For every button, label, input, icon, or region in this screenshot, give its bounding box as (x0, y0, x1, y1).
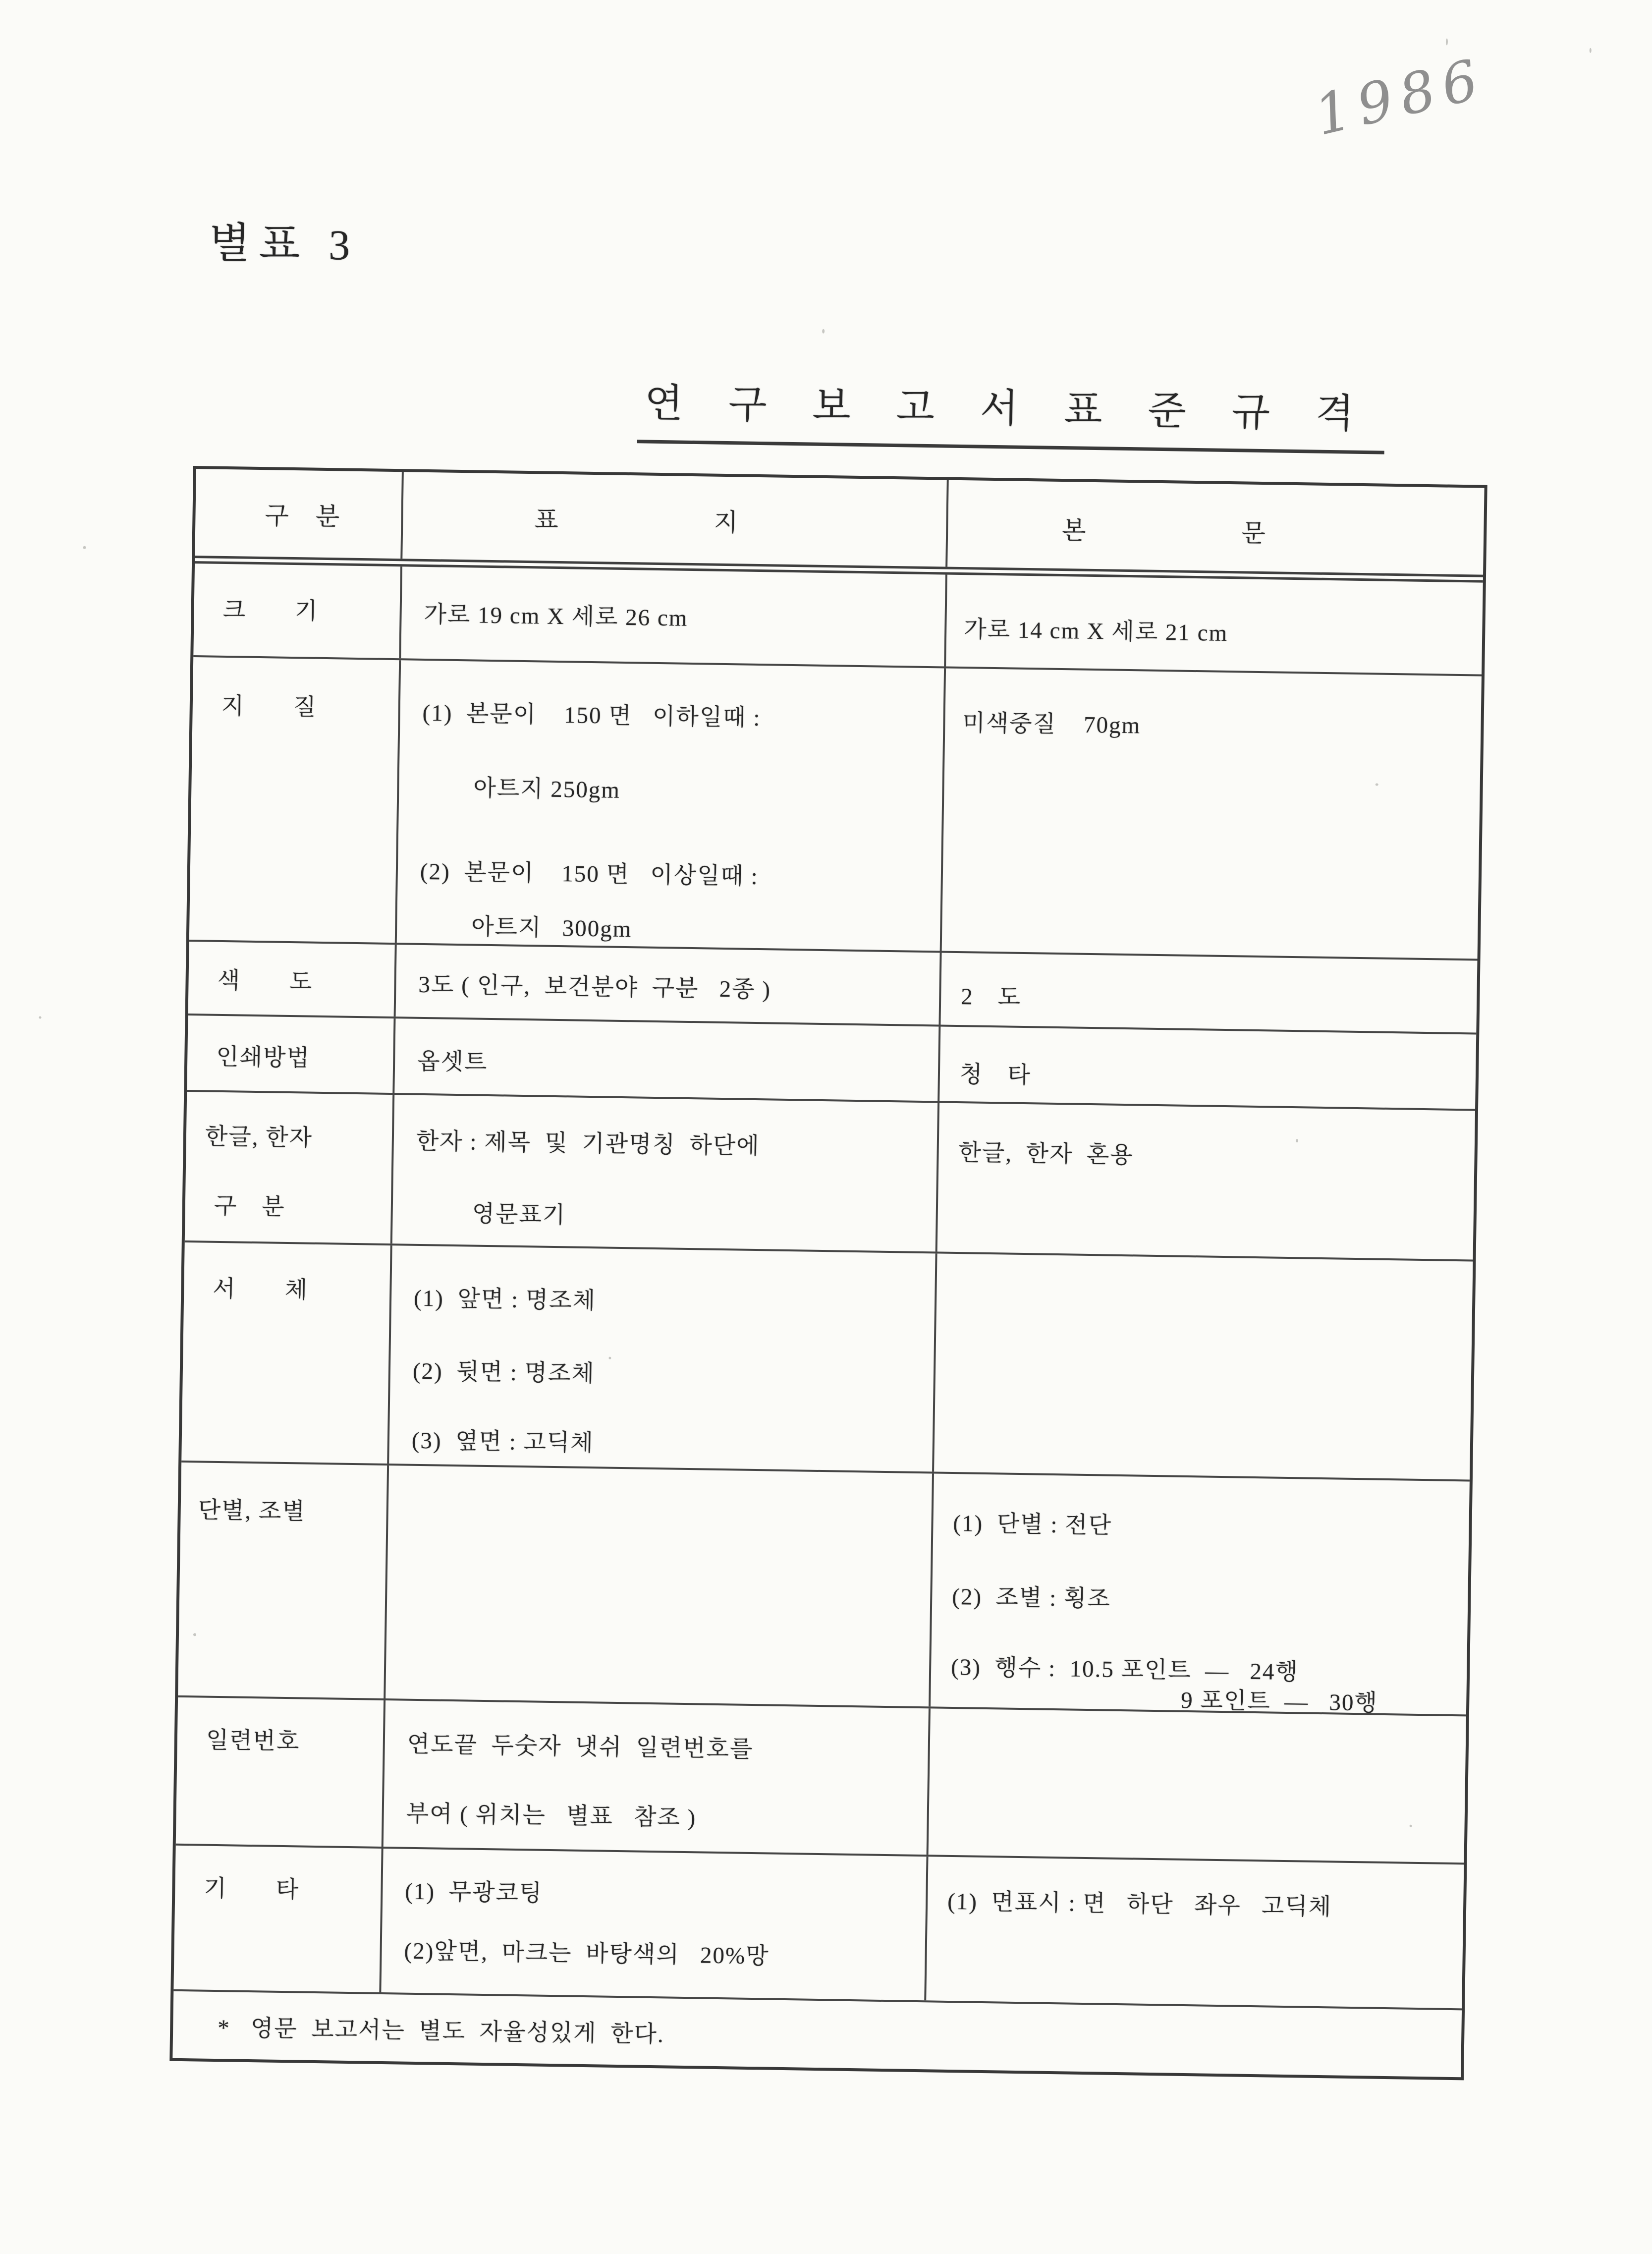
serial-label-cell (176, 1697, 384, 1847)
serial-body-cell (927, 1708, 1466, 1862)
noise-speck (1590, 48, 1592, 53)
footnote-text: * 영문 보고서는 별도 자율성있게 한다. (217, 2015, 665, 2048)
size-label-cell (193, 564, 400, 658)
table-row-script (185, 1090, 1475, 1260)
typeface-cover-line: (1) 앞면 : 명조체 (413, 1285, 597, 1314)
header-cover-cell (400, 472, 946, 566)
script-label-cell (185, 1092, 392, 1243)
size-label: 크 기 (222, 597, 319, 624)
printing-label: 인쇄방법 (216, 1044, 311, 1071)
header-body-cell (945, 480, 1484, 575)
printing-cover-cell (392, 1018, 938, 1101)
color-label-cell (188, 942, 395, 1016)
script-label-line2: 구 분 (214, 1193, 286, 1220)
color-body-line: 2 도 (960, 984, 1022, 1011)
printing-body-line: 청 타 (959, 1062, 1032, 1089)
table-row-paper (189, 655, 1482, 959)
typeface-label: 서 체 (212, 1276, 309, 1303)
paper-cover-line: 아트지 250gm (473, 775, 621, 803)
noise-speck (608, 1357, 611, 1359)
paper-cover-line: (1) 본문이 150 면 이하일때 : (422, 700, 761, 732)
printing-cover-line: 옵셋트 (417, 1048, 488, 1075)
table-row-etc (173, 1844, 1464, 2009)
noise-speck (193, 1633, 196, 1636)
etc-cover-cell (379, 1849, 926, 2000)
paper-cover-line: 아트지 300gm (471, 914, 632, 943)
noise-speck (822, 329, 825, 334)
paper-label-cell (189, 657, 399, 943)
noise-speck (1410, 1825, 1412, 1827)
serial-cover-line: 연도끝 두숫자 냇쉬 일련번호를 (407, 1731, 754, 1763)
table-row-typeface (181, 1240, 1473, 1480)
typeface-body-cell (932, 1253, 1473, 1479)
page-title: 연 구 보 고 서 표 준 규 격 (637, 371, 1385, 454)
etc-label-cell (173, 1846, 381, 1992)
etc-cover-line: (1) 무광코팅 (404, 1878, 543, 1907)
table-row-layout (178, 1461, 1470, 1715)
noise-speck (1446, 38, 1448, 45)
paper-body-line: 미색중질 70gm (962, 710, 1141, 739)
table-header-row (195, 469, 1485, 583)
serial-label: 일련번호 (206, 1727, 300, 1755)
header-category-cell (195, 469, 402, 559)
layout-body-line: (3) 행수 : 10.5 포인트 — 24행 (950, 1654, 1299, 1686)
typeface-cover-line: (3) 옆면 : 고딕체 (411, 1427, 595, 1457)
serial-cover-line: 부여 ( 위치는 별표 참조 ) (406, 1801, 697, 1831)
etc-body-line: (1) 면표시 : 면 하단 좌우 고딕체 (947, 1888, 1332, 1920)
layout-cover-cell (384, 1465, 932, 1706)
color-body-cell (938, 953, 1477, 1032)
script-body-cell (936, 1103, 1475, 1259)
color-cover-line: 3도 ( 인구, 보건분야 구분 2종 ) (418, 971, 771, 1003)
etc-cover-line: (2)앞면, 마크는 바탕색의 20%망 (404, 1938, 770, 1970)
color-cover-cell (394, 945, 940, 1024)
size-cover-cell (399, 566, 945, 666)
header-category-label: 구 분 (265, 502, 341, 531)
printing-body-cell (937, 1026, 1476, 1109)
script-label-line1: 한글, 한자 (205, 1124, 313, 1151)
typeface-cover-line: (2) 뒷면 : 명조체 (412, 1358, 596, 1387)
spec-table (169, 466, 1487, 2080)
paper-label: 지 질 (221, 693, 317, 721)
layout-body-cell (929, 1473, 1470, 1714)
header-body-label: 본 문 (1061, 516, 1267, 548)
layout-body-line: 9 포인트 — 30행 (1180, 1687, 1378, 1716)
layout-body-line: (2) 조별 : 횡조 (951, 1583, 1111, 1612)
handwritten-year: 1986 (1309, 46, 1492, 149)
layout-body-line: (1) 단별 : 전단 (953, 1510, 1112, 1539)
paper-cover-line: (2) 본문이 150 면 이상일때 : (420, 858, 759, 890)
script-cover-line: 한자 : 제목 및 기관명칭 하단에 (416, 1128, 761, 1160)
noise-speck (83, 546, 86, 549)
noise-speck (1376, 783, 1378, 786)
typeface-cover-cell (387, 1245, 935, 1471)
serial-cover-cell (382, 1700, 929, 1855)
script-cover-line: 영문표기 (472, 1201, 566, 1229)
etc-body-cell (924, 1857, 1464, 2008)
script-body-line: 한글, 한자 혼용 (958, 1140, 1134, 1169)
paper-cover-cell (395, 660, 944, 951)
table-row-serial (176, 1695, 1466, 1863)
script-cover-cell (390, 1095, 937, 1251)
noise-speck (1296, 1139, 1298, 1142)
appendix-label: 별표 3 (208, 219, 360, 269)
layout-label: 단별, 조별 (198, 1497, 306, 1525)
paper-body-cell (940, 669, 1482, 959)
typeface-label-cell (181, 1242, 390, 1464)
size-cover-line: 가로 19 cm X 세로 26 cm (424, 601, 688, 631)
layout-label-cell (178, 1463, 387, 1698)
color-label: 색 도 (217, 967, 313, 995)
table-row-size (193, 564, 1483, 675)
printing-label-cell (187, 1015, 393, 1093)
size-body-cell (944, 575, 1483, 675)
etc-label: 기 타 (204, 1875, 300, 1903)
noise-speck (39, 1016, 41, 1019)
size-body-line: 가로 14 cm X 세로 21 cm (963, 617, 1228, 647)
header-cover-label: 표 지 (534, 506, 739, 537)
